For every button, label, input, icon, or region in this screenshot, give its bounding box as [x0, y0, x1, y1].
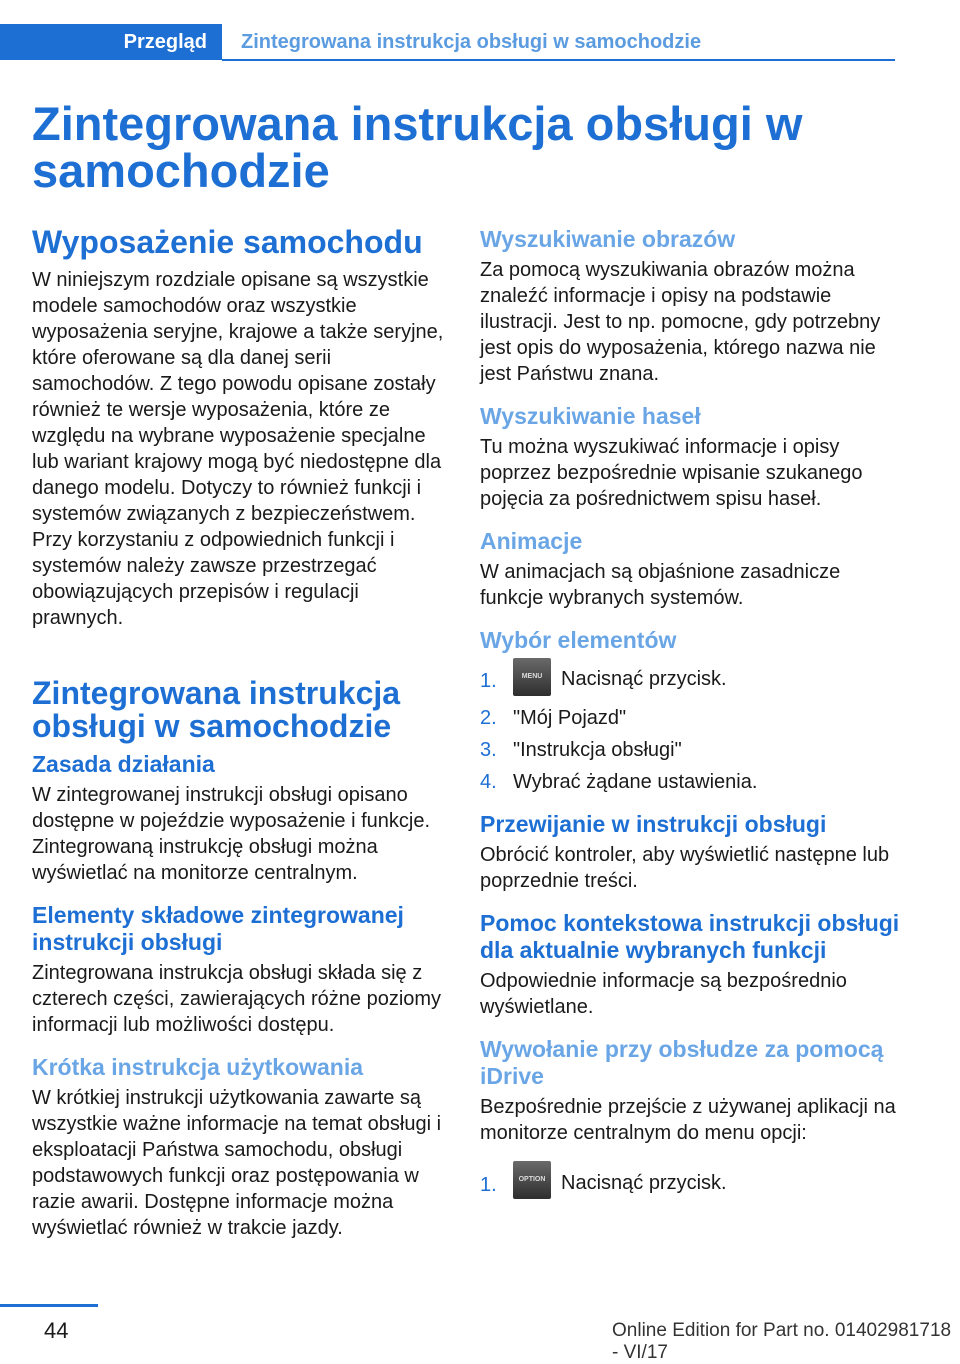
wywolanie-text: Bezpośrednie przejście z używanej aplikacji na monitorze centralnym do menu opcji:: [480, 1095, 896, 1144]
hasla-heading: Wyszukiwanie haseł: [480, 403, 701, 429]
page-title: Zintegrowana instrukcja obsługi w samochodzie: [32, 97, 803, 197]
krotka-heading: Krótka instrukcja użytkowania: [32, 1054, 364, 1080]
krotka-text: W krótkiej instrukcji użytkowania zawarte są wszystkie ważne informacje na temat obsługi i eksploatacji Państwa samochodu, obsługi podstawowych funkcji oraz postępowania w razie awarii. Dostępne informacje można wyświetlać również w trakcie jazdy.: [32, 1087, 442, 1239]
footer-rule: [0, 1304, 98, 1307]
list-item: [480, 737, 900, 763]
obrazy-text: Za pomocą wyszukiwania obrazów można znaleźć informacje i opisy na podstawie ilustracji. Jest to np. pomocne, gdy potrzebny jest opis do wyposażenia, którego nazwa nie jest Państwu znana.: [480, 259, 881, 385]
left-column: [32, 226, 452, 1241]
wywolanie-steps: [480, 1164, 900, 1203]
elementy-text: Zintegrowana instrukcja obsługi składa się z czterech części, zawierających różne poziomy informacji lub możliwości dostępu.: [32, 962, 442, 1036]
page-number: 44: [44, 1318, 69, 1343]
pomoc-heading: Pomoc kontekstowa instrukcji obsługi dla aktualnie wybranych funkcji: [480, 909, 900, 963]
hasla-text: Tu można wyszukiwać informacje i opisy poprzez bezpośrednie wpisanie szukanego pojęcia za pośrednictwem spisu haseł.: [480, 436, 863, 510]
wybor-steps: [480, 660, 900, 795]
step-text: Nacisnąć przycisk.: [561, 668, 727, 690]
header-rule: [222, 59, 895, 61]
page-header: [0, 24, 895, 60]
wywolanie-heading: Wywołanie przy obsłudze za pomocą iDrive: [480, 1035, 884, 1089]
step-text: "Instrukcja obsługi": [513, 738, 682, 761]
step-text: "Mój Pojazd": [513, 706, 627, 729]
list-item: [480, 705, 900, 731]
step-number: 3.: [480, 738, 497, 761]
list-item: [480, 660, 900, 699]
menu-button-icon: MENU: [513, 658, 551, 696]
wybor-heading: Wybór elementów: [480, 627, 677, 653]
animacje-text: W animacjach są objaśnione zasadnicze funkcje wybranych systemów.: [480, 561, 841, 609]
zasada-text: W zintegrowanej instrukcji obsługi opisano dostępne w pojeździe wyposażenie i funkcje. Zintegrowaną instrukcję obsługi można wyświetlać na monitorze centralnym.: [32, 784, 431, 884]
step-number: 2.: [480, 706, 497, 729]
wyposazenie-heading: Wyposażenie samochodu: [32, 224, 423, 260]
right-column: [480, 226, 900, 1208]
option-button-icon: OPTION: [513, 1161, 551, 1199]
section-tab: Przegląd: [0, 24, 222, 60]
step-text: Wybrać żądane ustawienia.: [513, 770, 758, 793]
wyposazenie-text: W niniejszym rozdziale opisane są wszystkie modele samochodów oraz wszystkie wyposażenia seryjne, krajowe a także seryjne, które oferowane są dla danej serii samochodów. Z tego powodu opisane zostały również te wersje wyposażenia, które ze względu na wybrane wyposażenie specjalne lub wariant krajowy mogą być niedostępne dla danego modelu. Dotyczy to również funkcji i systemów związanych z bezpieczeństwem. Przy korzystaniu z odpowiednich funkcji i systemów należy zawsze przestrzegać obowiązujących przepisów i regulacji prawnych.: [32, 269, 444, 629]
main-section-heading: Zintegrowana instrukcja obsługi w samochodzie: [32, 675, 401, 744]
animacje-heading: Animacje: [480, 528, 583, 554]
step-text: Nacisnąć przycisk.: [561, 1171, 727, 1194]
chapter-tab: Zintegrowana instrukcja obsługi w samochodzie: [241, 31, 702, 53]
list-item: [480, 1164, 900, 1203]
list-item: [480, 769, 900, 795]
step-number: 1.: [480, 1173, 497, 1196]
pomoc-text: Odpowiednie informacje są bezpośrednio wyświetlane.: [480, 969, 847, 1018]
elementy-heading: Elementy składowe zintegrowanej instrukcji obsługi: [32, 902, 404, 955]
przewijanie-text: Obrócić kontroler, aby wyświetlić następne lub poprzednie treści.: [480, 843, 890, 892]
step-number: 4.: [480, 770, 497, 793]
obrazy-heading: Wyszukiwanie obrazów: [480, 226, 736, 252]
przewijanie-heading: Przewijanie w instrukcji obsługi: [480, 810, 827, 837]
zasada-heading: Zasada działania: [32, 751, 215, 777]
step-number: 1.: [480, 670, 497, 692]
edition-info: Online Edition for Part no. 01402981718 - VI/17: [612, 1320, 952, 1363]
